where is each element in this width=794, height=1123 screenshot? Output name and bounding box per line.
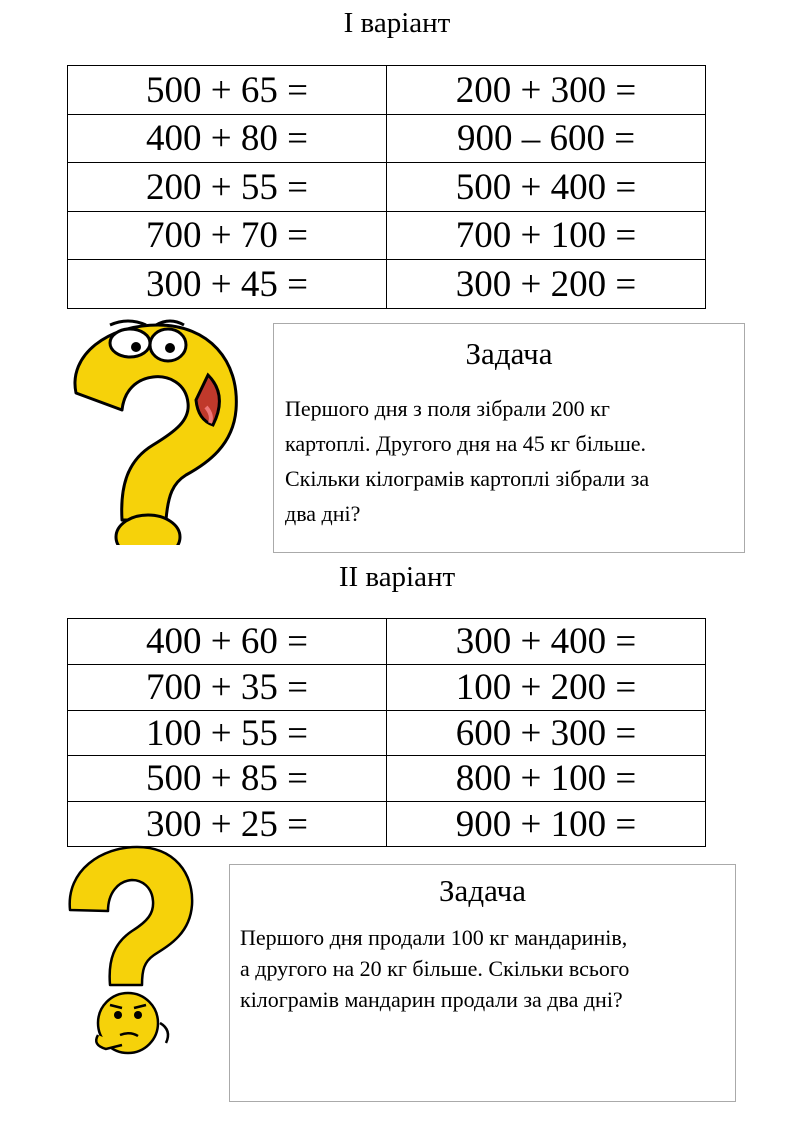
task-line: а другого на 20 кг більше. Скільки всього [240,956,630,981]
table-row [68,115,706,163]
equation-cell: 400 + 80 = [68,115,387,163]
variant-1-equation-table [67,65,706,309]
task-line: Першого дня з поля зібрали 200 кг [285,396,610,421]
task-line: два дні? [285,501,361,526]
variant-2-heading: ІІ варіант [338,561,456,593]
equation-cell: 300 + 45 = [68,260,387,309]
equation-cell: 500 + 85 = [68,756,387,802]
equation-cell: 900 – 600 = [387,115,706,163]
task-title: Задача [465,336,553,371]
equation-cell: 600 + 300 = [387,711,706,756]
table-row [68,665,706,711]
equation-cell: 800 + 100 = [387,756,706,802]
equation-cell: 900 + 100 = [387,802,706,847]
table-row [68,260,706,309]
equation-cell: 200 + 55 = [68,163,387,212]
task-text [285,391,744,531]
task-line: Першого дня продали 100 кг мандаринів, [240,925,628,950]
equation-cell: 300 + 200 = [387,260,706,309]
equation-cell: 200 + 300 = [387,66,706,115]
equation-cell: 500 + 400 = [387,163,706,212]
task-line: картоплі. Другого дня на 45 кг більше. [285,431,647,456]
equation-cell: 400 + 60 = [68,619,387,665]
thinking-question-mark-icon [62,845,202,1060]
variant-2-equation-table [67,618,706,847]
variant-2-task-box [229,864,736,1102]
equation-cell: 100 + 55 = [68,711,387,756]
equation-cell: 700 + 35 = [68,665,387,711]
table-row [68,756,706,802]
task-line: кілограмів мандарин продали за два дні? [240,987,623,1012]
equation-cell: 100 + 200 = [387,665,706,711]
equation-cell: 300 + 25 = [68,802,387,847]
table-row [68,802,706,847]
question-mark-character-icon [58,315,248,545]
variant-1-heading: І варіант [343,7,451,39]
equation-cell: 300 + 400 = [387,619,706,665]
task-title: Задача [439,873,526,908]
equation-cell: 500 + 65 = [68,66,387,115]
table-row [68,619,706,665]
table-row [68,212,706,260]
task-line: Скільки кілограмів картоплі зібрали за [285,466,650,491]
variant-1-task-box [273,323,745,553]
table-row [68,711,706,756]
equation-cell: 700 + 100 = [387,212,706,260]
table-row [68,163,706,212]
table-row [68,66,706,115]
task-text [240,922,735,1015]
equation-cell: 700 + 70 = [68,212,387,260]
